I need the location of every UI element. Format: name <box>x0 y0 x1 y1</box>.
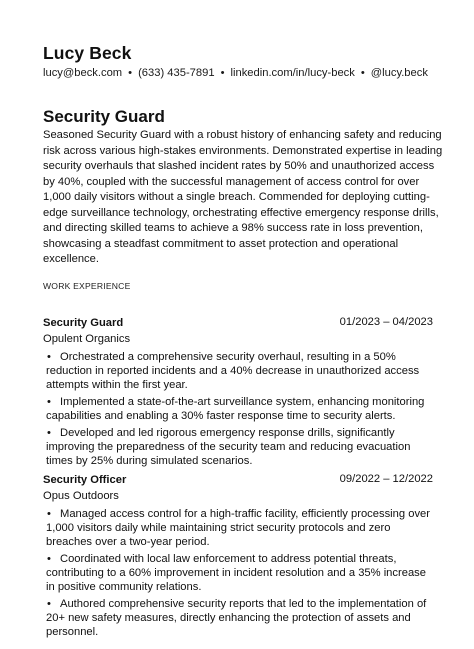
contact-handle[interactable]: @lucy.beck <box>370 67 428 79</box>
contact-separator: • <box>220 67 225 79</box>
bullet-text: Managed access control for a high-traffic facility, efficiently processing over 1,000 visitors daily while maintaining strict security protocols and zero breaches over a two-year period. <box>46 508 430 548</box>
contact-line <box>43 67 428 79</box>
bullet-text: Implemented a state-of-the-art surveillance system, enhancing monitoring capabilities and enabling a 30% faster response time to security alerts. <box>46 396 425 422</box>
job-header <box>43 317 433 332</box>
professional-summary: Seasoned Security Guard with a robust history of enhancing safety and reducing risk across various high-stakes environments. Demonstrated expertise in leading security overhauls that slashed incident rates by 50% and unauthorized access by 40%, coupled with the successful management of access control for over 1,000 daily visitors without a single breach. Commended for deploying cutting-edge surveillance technology, orchestrating effective emergency response drills, and directing skilled teams to achieve a 98% success rate in loss prevention, showcasing a steadfast commitment to asset protection and operational excellence. <box>43 129 443 265</box>
job-bullet <box>43 395 433 423</box>
section-heading-work-experience: WORK EXPERIENCE <box>43 281 131 291</box>
bullet-marker: • <box>47 553 51 565</box>
job-entry <box>43 474 433 642</box>
job-dates: 01/2023 – 04/2023 <box>339 316 433 328</box>
contact-separator: • <box>360 67 365 79</box>
bullet-marker: • <box>47 351 51 363</box>
contact-email[interactable]: lucy@beck.com <box>43 67 123 79</box>
job-bullet <box>43 597 433 639</box>
professional-headline: Security Guard <box>43 107 165 126</box>
bullet-text: Authored comprehensive security reports that led to the implementation of 20+ new safety measures, directly enhancing the protection of assets and personnel. <box>46 598 427 638</box>
job-bullet-list <box>43 507 433 639</box>
contact-separator: • <box>128 67 133 79</box>
candidate-name: Lucy Beck <box>43 43 132 63</box>
bullet-marker: • <box>47 508 51 520</box>
bullet-marker: • <box>47 396 51 408</box>
job-entry <box>43 317 433 471</box>
job-bullet <box>43 350 433 392</box>
bullet-text: Developed and led rigorous emergency response drills, significantly improving the preparedness of the security team and reducing evacuation times by 25% during simulated scenarios. <box>46 427 411 467</box>
contact-phone[interactable]: (633) 435-7891 <box>138 67 215 79</box>
job-bullet <box>43 426 433 468</box>
job-company: Opus Outdoors <box>43 490 119 502</box>
job-bullet-list <box>43 350 433 468</box>
job-title: Security Officer <box>43 474 127 486</box>
bullet-text: Orchestrated a comprehensive security overhaul, resulting in a 50% reduction in reported incidents and a 40% decrease in unauthorized access attempts within the first year. <box>46 351 420 391</box>
contact-linkedin[interactable]: linkedin.com/in/lucy-beck <box>230 67 355 79</box>
bullet-text: Coordinated with local law enforcement to address potential threats, contributing to a 60% improvement in incident resolution and a 35% increase in positive community relations. <box>46 553 426 593</box>
job-company: Opulent Organics <box>43 333 131 345</box>
bullet-marker: • <box>47 427 51 439</box>
job-bullet <box>43 552 433 594</box>
job-title: Security Guard <box>43 317 124 329</box>
job-bullet <box>43 507 433 549</box>
job-header <box>43 474 433 489</box>
job-dates: 09/2022 – 12/2022 <box>339 473 433 485</box>
bullet-marker: • <box>47 598 51 610</box>
